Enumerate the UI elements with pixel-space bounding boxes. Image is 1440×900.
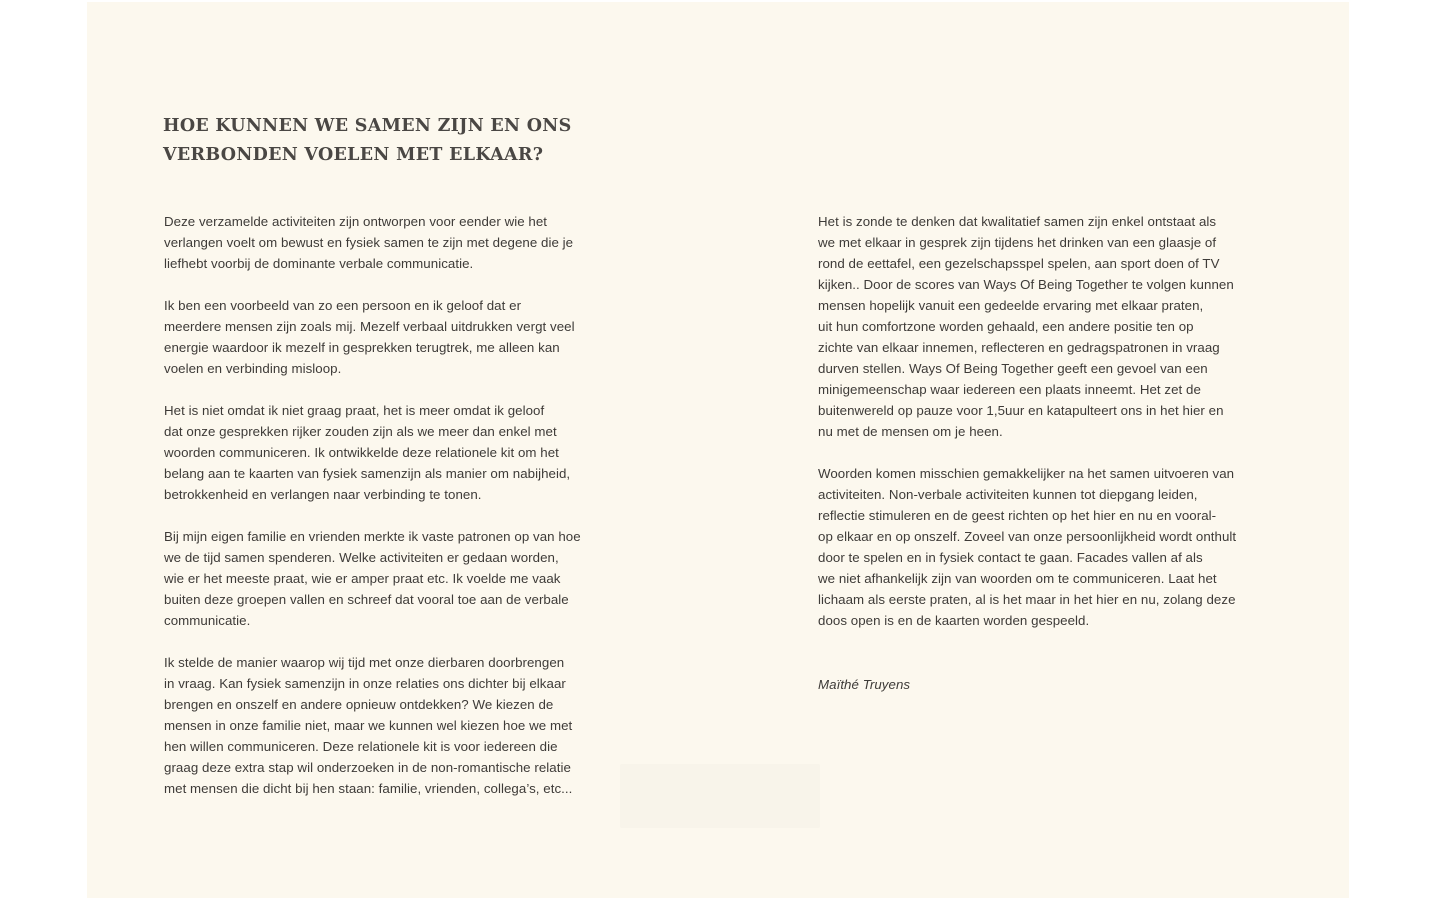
paragraph: Ik ben een voorbeeld van zo een persoon en ik geloof dat er meerdere mensen zijn zoals mij. Mezelf verbaal uitdrukken vergt veel energie waardoor ik mezelf in gesprekken terugtrek, me alleen kan voelen en verbinding misloop. [164, 298, 575, 376]
paragraph: Het is zonde te denken dat kwalitatief samen zijn enkel ontstaat als we met elkaar in gesprek zijn tijdens het drinken van een glaasje of rond de eettafel, een gezelschapsspel spelen, aan sport doen of TV kijken.. Door de scores van Ways Of Being Together te volgen kunnen mensen hopelijk vanuit een gedeelde ervaring met elkaar praten, uit hun comfortzone worden gehaald, een andere positie ten op zichte van elkaar innemen, reflecteren en gedragspatronen in vraag durven stellen. Ways Of Being Together geeft een gevoel van een minigemeenschap waar iedereen een plaats inneemt. Het zet de buitenwereld op pauze voor 1,5uur en katapulteert ons in het hier en nu met de mensen om je heen. [818, 214, 1234, 439]
right-text-column [818, 211, 1258, 716]
paragraph: Deze verzamelde activiteiten zijn ontworpen voor eender wie het verlangen voelt om bewust en fysiek samen te zijn met degene die je liefhebt voorbij de dominante verbale communicatie. [164, 214, 574, 271]
page-title: HOE KUNNEN WE SAMEN ZIJN EN ONS VERBONDEN VOELEN MET ELKAAR? [163, 116, 572, 165]
faded-overlay-box [620, 764, 820, 828]
author-signature: Maïthé Truyens [818, 677, 911, 692]
paragraph: Bij mijn eigen familie en vrienden merkte ik vaste patronen op van hoe we de tijd samen spenderen. Welke activiteiten er gedaan worden, wie er het meeste praat, wie er amper praat etc. Ik voelde me vaak buiten deze groepen vallen en schreef dat vooral toe aan de verbale communicatie. [164, 529, 581, 628]
paragraph: Het is niet omdat ik niet graag praat, het is meer omdat ik geloof dat onze gesprekken rijker zouden zijn als we meer dan enkel met woorden communiceren. Ik ontwikkelde deze relationele kit om het belang aan te kaarten van fysiek samenzijn als manier om nabijheid, betrokkenheid en verlangen naar verbinding te tonen. [164, 403, 571, 502]
paragraph: Ik stelde de manier waarop wij tijd met onze dierbaren doorbrengen in vraag. Kan fysiek samenzijn in onze relaties ons dichter bij elkaar brengen en onszelf en andere opnieuw ontdekken? We kiezen de mensen in onze familie niet, maar we kunnen wel kiezen hoe we met hen willen communiceren. Deze relationele kit is voor iedereen die graag deze extra stap wil onderzoeken in de non-romantische relatie met mensen die dicht bij hen staan: familie, vrienden, collega’s, etc... [164, 655, 573, 796]
paragraph: Woorden komen misschien gemakkelijker na het samen uitvoeren van activiteiten. Non-verbale activiteiten kunnen tot diepgang leiden, reflectie stimuleren en de geest richten op het hier en nu en vooral- op elkaar en op onszelf. Zoveel van onze persoonlijkheid wordt onthult door te spelen en in fysiek contact te gaan. Facades vallen af als we niet afhankelijk zijn van woorden om te communiceren. Laat het lichaam als eerste praten, al is het maar in het hier en nu, zolang deze doos open is en de kaarten worden gespeeld. [818, 466, 1237, 628]
document-page [87, 2, 1349, 898]
left-text-column [164, 211, 609, 820]
